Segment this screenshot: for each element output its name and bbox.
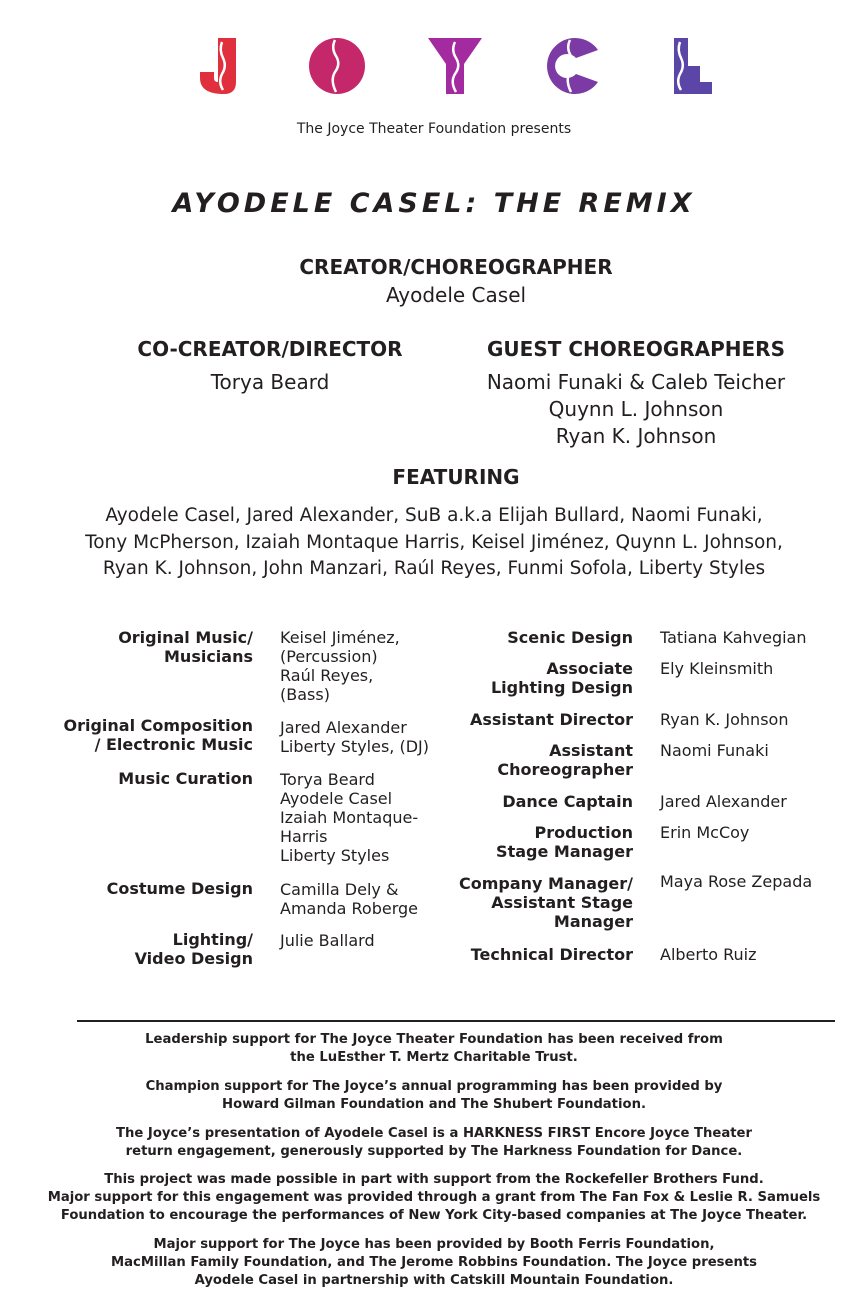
credit-role: Costume Design [106, 879, 253, 898]
acknowledgement-paragraph: Champion support for The Joyce’s annual programming has been provided by Howard Gilman Foundation and The Shubert Foundation. [145, 1079, 723, 1112]
presenter-line: The Joyce Theater Foundation presents [296, 121, 572, 137]
director-name: Torya Beard [210, 370, 330, 394]
featuring-line: Ryan K. Johnson, John Manzari, Raúl Reyes, Funmi Sofola, Liberty Styles [102, 558, 766, 579]
credit-names: Alberto Ruiz [660, 945, 757, 964]
credit-names: Julie Ballard [280, 931, 375, 950]
acknowledgement-paragraph: Leadership support for The Joyce Theater Foundation has been received from the LuEsther T. Mertz Charitable Trust. [145, 1032, 723, 1065]
joyce-logo [0, 38, 868, 98]
guest-choreographers-heading: GUEST CHOREOGRAPHERS [487, 337, 785, 361]
credit-role: Lighting/ Video Design [134, 930, 253, 968]
divider [77, 1020, 835, 1022]
guest-choreographer-name: Quynn L. Johnson [548, 397, 724, 421]
credit-names: Jared Alexander Liberty Styles, (DJ) [280, 718, 429, 756]
acknowledgement-paragraph: The Joyce’s presentation of Ayodele Casel is a HARKNESS FIRST Encore Joyce Theater return engagement, generously supported by The Harkness Foundation for Dance. [116, 1126, 752, 1159]
logo-letter-c [547, 38, 598, 94]
credit-role: Dance Captain [502, 792, 633, 811]
logo-letter-o [309, 38, 365, 94]
credit-names: Tatiana Kahvegian [660, 628, 807, 647]
credit-role: Associate Lighting Design [490, 659, 633, 697]
credit-names: Jared Alexander [660, 792, 787, 811]
show-title: AYODELE CASEL: THE REMIX [172, 188, 696, 219]
guest-choreographer-name: Ryan K. Johnson [555, 424, 717, 448]
featuring-heading: FEATURING [392, 465, 520, 489]
credit-role: Music Curation [118, 769, 253, 788]
credit-role: Assistant Director [469, 710, 633, 729]
credit-names: Maya Rose Zepada [660, 872, 813, 891]
featuring-line: Tony McPherson, Izaiah Montaque Harris, Keisel Jiménez, Quynn L. Johnson, [85, 531, 783, 553]
credit-names: Naomi Funaki [660, 741, 769, 760]
logo-letter-y [428, 38, 482, 94]
acknowledgement-paragraph: Major support for The Joyce has been provided by Booth Ferris Foundation, MacMillan Family Foundation, and The Jerome Robbins Foundation. The Joyce presents Ayodele Casel in partnership with Catskill Mountain Foundation. [111, 1237, 757, 1288]
credit-role: Original Composition / Electronic Music [63, 716, 253, 754]
credit-names: Ely Kleinsmith [660, 659, 774, 678]
credit-role: Scenic Design [507, 628, 633, 647]
creator-name: Ayodele Casel [385, 283, 527, 307]
credit-role: Technical Director [470, 945, 633, 964]
credit-names: Keisel Jiménez, (Percussion) Raúl Reyes, (Bass) [280, 628, 400, 704]
acknowledgement-paragraph: This project was made possible in part with support from the Rockefeller Brothers Fund. Major support for this engagement was provided through a grant from The Fan Fox & Leslie R. Samuels Foundation to encourage the performances of New York City-based companies at The Joyce Theater. [47, 1172, 821, 1223]
credit-names: Ryan K. Johnson [660, 710, 789, 729]
logo-letter-j [200, 38, 236, 94]
credit-role: Original Music/ Musicians [118, 628, 253, 666]
guest-choreographer-name: Naomi Funaki & Caleb Teicher [486, 370, 786, 394]
director-heading: CO-CREATOR/DIRECTOR [137, 337, 403, 361]
credit-names: Erin McCoy [660, 823, 750, 842]
featuring-line: Ayodele Casel, Jared Alexander, SuB a.k.a Elijah Bullard, Naomi Funaki, [105, 505, 763, 526]
credit-role: Company Manager/ Assistant Stage Manager [459, 874, 633, 931]
credit-names: Camilla Dely & Amanda Roberge [280, 880, 419, 918]
featuring-list [0, 503, 868, 583]
credit-role: Production Stage Manager [496, 823, 633, 861]
credit-names: Torya Beard Ayodele Casel Izaiah Montaque- Harris Liberty Styles [280, 770, 419, 865]
credit-role: Assistant Choreographer [497, 741, 633, 779]
creator-heading: CREATOR/CHOREOGRAPHER [299, 255, 613, 279]
logo-letter-e [674, 38, 712, 94]
